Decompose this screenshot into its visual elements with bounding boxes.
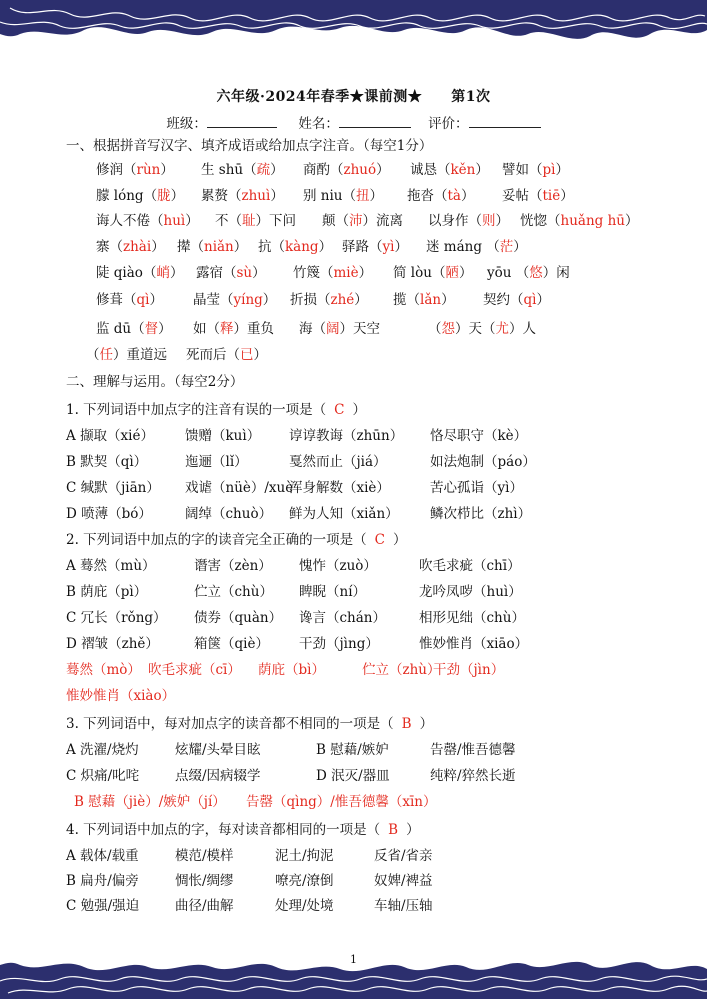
option-item: 惟妙惟肖（xiāo） — [419, 636, 529, 652]
prompt-text: 别 niu — [303, 188, 343, 204]
prompt-text: 恍惚 — [520, 213, 547, 229]
fill-in-item — [201, 187, 284, 205]
fill-in-item — [483, 291, 550, 309]
q2-stem: 2. 下列词语中加点的字的读音完全正确的一项是（ — [66, 532, 367, 548]
prompt-text: 抗 — [258, 239, 272, 255]
prompt-text: 迷 máng — [426, 239, 487, 255]
answer-text: （陋） — [431, 265, 473, 281]
answer-text: （zhé） — [317, 292, 368, 308]
prompt-text: 海 — [299, 321, 313, 337]
option-item: 伫立（chù） — [194, 584, 273, 600]
q1-answer: C — [334, 402, 345, 418]
fill-in-item — [290, 291, 368, 309]
answer-text: （tiē） — [529, 188, 574, 204]
fill-in-item — [177, 238, 247, 256]
top-wave-border — [0, 0, 707, 48]
option-item: 相形见绌（chù） — [419, 610, 525, 626]
prompt-text: 修葺 — [96, 292, 123, 308]
option-item: C 冗长（rǒng） — [66, 610, 167, 626]
option-item: B 荫庇（pì） — [66, 584, 148, 600]
fill-in-item — [520, 212, 638, 230]
q2-answer: C — [374, 532, 386, 548]
fill-in-item — [322, 212, 403, 230]
q2-close: ） — [393, 532, 407, 548]
option-item: C 勉强/强迫 — [66, 898, 140, 914]
option-item: A 洗濯/烧灼 — [66, 742, 139, 758]
section-2-heading: 二、理解与运用。（每空2分） — [66, 374, 244, 390]
prompt-text: 譬如 — [502, 162, 529, 178]
fill-in-item — [96, 264, 183, 282]
answer-text: （rùn） — [123, 162, 174, 178]
option-item: 债券（quàn） — [194, 610, 283, 626]
answer-text: （yì） — [369, 239, 408, 255]
option-item: A 蓦然（mù） — [66, 558, 156, 574]
answer-text: （zhuì） — [228, 188, 284, 204]
option-item: 纯粹/猝然长逝 — [430, 768, 516, 784]
q3-close: ） — [419, 716, 434, 732]
fill-in-item — [96, 187, 184, 205]
option-item: 鳞次栉比（zhì） — [430, 506, 532, 522]
answer-text: （峭） — [142, 265, 184, 281]
option-item: 阔绰（chuò） — [185, 506, 273, 522]
option-item: 炫耀/头晕目眩 — [175, 742, 261, 758]
fill-in-item — [186, 346, 267, 364]
option-item: 馈赠（kuì） — [185, 428, 261, 444]
name-field[interactable] — [339, 114, 411, 128]
fill-in-item — [86, 346, 167, 364]
option-item: 告罄/惟吾德馨 — [430, 742, 516, 758]
prompt-text: 简 lòu — [393, 265, 432, 281]
answer-text: （任） — [86, 347, 127, 363]
fill-in-item — [502, 187, 574, 205]
answer-text: （释） — [206, 321, 247, 337]
fill-in-item — [293, 264, 372, 282]
prompt-text: 陡 qiào — [96, 265, 143, 281]
answer-text: （胧） — [143, 188, 185, 204]
fill-in-item — [487, 264, 570, 282]
page-title: 六年级·2024年春季★课前测★ 第1次 — [216, 89, 491, 105]
correction-item: 吹毛求疵（cī） — [148, 662, 241, 678]
answer-text: （zhài） — [109, 239, 165, 255]
answer-text: （lǎn） — [406, 292, 455, 308]
option-item: 恪尽职守（kè） — [430, 428, 528, 444]
prompt-text: 重道远 — [126, 347, 167, 363]
option-item: 吹毛求疵（chī） — [419, 558, 521, 574]
prompt-text: 死而后 — [186, 347, 227, 363]
score-label: 评价： — [428, 116, 469, 132]
answer-text: （tà） — [434, 188, 475, 204]
option-item: D 褶皱（zhě） — [66, 636, 159, 652]
class-field[interactable] — [207, 114, 277, 128]
prompt-text: 诚恳 — [410, 162, 437, 178]
answer-text: （yíng） — [220, 292, 277, 308]
option-item: 模范/模样 — [175, 848, 234, 864]
prompt-text: 下问 — [269, 213, 296, 229]
fill-in-item — [393, 264, 472, 282]
option-item: 反省/省亲 — [374, 848, 433, 864]
fill-in-item — [428, 320, 536, 338]
fill-in-item — [96, 291, 163, 309]
prompt-text: 折损 — [290, 292, 317, 308]
answer-text: （qì） — [123, 292, 163, 308]
option-item: 惆怅/绸缪 — [175, 873, 234, 889]
q3-correction: B 慰藉（jiè）/嫉妒（jí） 告罄（qìng）/惟吾德馨（xīn） — [74, 794, 437, 810]
answer-text: （qì） — [510, 292, 550, 308]
fill-in-item — [201, 161, 284, 179]
prompt-text: 不 — [215, 213, 229, 229]
answer-text: （扭） — [342, 188, 383, 204]
fill-in-item — [393, 291, 455, 309]
q4-close: ） — [406, 822, 420, 838]
answer-text: （miè） — [320, 265, 373, 281]
answer-text: （pì） — [529, 162, 569, 178]
fill-in-item — [428, 212, 509, 230]
score-field[interactable] — [469, 114, 541, 128]
q1-stem: 1. 下列词语中加点字的注音有误的一项是（ — [66, 402, 327, 418]
section-1-heading: 一、根据拼音写汉字、填齐成语或给加点字注音。（每空1分） — [66, 138, 433, 154]
option-item: 箱箧（qiè） — [194, 636, 269, 652]
answer-text: （悠） — [515, 265, 557, 281]
prompt-text: 监 dū — [96, 321, 132, 337]
option-item: 泥土/拘泥 — [275, 848, 334, 864]
answer-text: （niǎn） — [190, 239, 248, 255]
answer-text: （kàng） — [271, 239, 333, 255]
option-item: 戏谑（nüè）/xuè — [185, 480, 294, 496]
fill-in-item — [303, 161, 390, 179]
answer-text: （尤） — [482, 321, 523, 337]
option-item: D 泯灭/器皿 — [316, 768, 390, 784]
prompt-text: 撵 — [177, 239, 191, 255]
answer-text: （zhuó） — [330, 162, 390, 178]
option-item: A 载体/载重 — [66, 848, 139, 864]
prompt-text: 流离 — [376, 213, 403, 229]
fill-in-item — [502, 161, 569, 179]
option-item: B 默契（qì） — [66, 454, 148, 470]
prompt-text: 妥帖 — [502, 188, 529, 204]
q3-stem-line — [66, 715, 433, 733]
option-item: 谆谆教诲（zhūn） — [289, 428, 404, 444]
prompt-text: 诲人不倦 — [96, 213, 150, 229]
fill-in-item — [407, 187, 474, 205]
option-item: 处理/处境 — [275, 898, 334, 914]
option-item: 戛然而止（jiá） — [289, 454, 387, 470]
prompt-text: 闲 — [556, 265, 570, 281]
correction-item: 伫立（zhù） — [362, 662, 441, 678]
prompt-text: 拖沓 — [407, 188, 434, 204]
answer-text: （sù） — [223, 265, 266, 281]
option-item: 鲜为人知（xiǎn） — [289, 506, 399, 522]
student-info-row — [0, 112, 707, 132]
prompt-text: 晶莹 — [193, 292, 220, 308]
prompt-text: 寨 — [96, 239, 110, 255]
option-item: 谮害（zèn） — [194, 558, 272, 574]
prompt-text: yōu — [487, 265, 516, 281]
prompt-text: 揽 — [393, 292, 407, 308]
option-item: 车轴/压轴 — [374, 898, 433, 914]
prompt-text: 修润 — [96, 162, 123, 178]
option-item: 嘹亮/潦倒 — [275, 873, 334, 889]
answer-text: （huì） — [150, 213, 199, 229]
fill-in-item — [303, 187, 383, 205]
correction-item: 蓦然（mò） — [66, 662, 141, 678]
page-number: 1 — [350, 953, 357, 966]
fill-in-item — [193, 291, 276, 309]
fill-in-item — [193, 320, 274, 338]
answer-text: （沛） — [335, 213, 376, 229]
prompt-text: 生 shū — [201, 162, 244, 178]
q1-stem-line — [66, 401, 366, 419]
correction-item: 干劲（jìn） — [433, 662, 505, 678]
option-item: 如法炮制（páo） — [430, 454, 536, 470]
fill-in-item — [215, 212, 296, 230]
prompt-text: 以身作 — [428, 213, 469, 229]
q4-stem: 4. 下列词语中加点的字，每对读音都相同的一项是（ — [66, 822, 381, 838]
answer-text: （阔） — [312, 321, 353, 337]
prompt-text: 露宿 — [196, 265, 223, 281]
fill-in-item — [258, 238, 332, 256]
option-item: 干劲（jìng） — [299, 636, 379, 652]
option-item: 愧怍（zuò） — [299, 558, 377, 574]
option-item: 浑身解数（xiè） — [289, 480, 390, 496]
option-item: 睥睨（ní） — [299, 584, 367, 600]
prompt-text: 朦 lóng — [96, 188, 144, 204]
prompt-text: 天 — [468, 321, 482, 337]
fill-in-item — [96, 161, 174, 179]
option-item: 曲径/曲解 — [175, 898, 234, 914]
fill-in-item — [299, 320, 380, 338]
q3-answer: B — [401, 716, 412, 732]
class-label: 班级： — [166, 116, 207, 132]
correction-item: 荫庇（bì） — [258, 662, 325, 678]
q4-answer: B — [388, 822, 399, 838]
prompt-text: 颠 — [322, 213, 336, 229]
fill-in-item — [96, 238, 165, 256]
answer-text: （怨） — [428, 321, 469, 337]
option-item: B 扁舟/偏旁 — [66, 873, 139, 889]
prompt-text: 天空 — [353, 321, 380, 337]
option-item: 谗言（chán） — [299, 610, 386, 626]
prompt-text: 如 — [193, 321, 207, 337]
answer-text: （huǎng hū） — [547, 213, 639, 229]
q3-stem: 3. 下列词语中，每对加点字的读音都不相同的一项是（ — [66, 716, 394, 732]
name-label: 姓名： — [298, 116, 339, 132]
answer-text: （耻） — [228, 213, 269, 229]
answer-text: （茫） — [486, 239, 527, 255]
prompt-text: 重负 — [247, 321, 274, 337]
answer-text: （疏） — [243, 162, 284, 178]
q1-close: ） — [352, 402, 367, 418]
fill-in-item — [96, 212, 199, 230]
option-item: 点缀/因病辍学 — [175, 768, 261, 784]
fill-in-item — [410, 161, 489, 179]
fill-in-item — [96, 320, 172, 338]
prompt-text: 累赘 — [201, 188, 228, 204]
prompt-text: 契约 — [483, 292, 510, 308]
option-item: 苦心孤诣（yì） — [430, 480, 523, 496]
fill-in-item — [196, 264, 266, 282]
q2-stem-line — [66, 531, 407, 549]
option-item: C 炽痛/叱咤 — [66, 768, 140, 784]
option-item: B 慰藉/嫉妒 — [316, 742, 389, 758]
option-item: 龙吟凤哕（huì） — [419, 584, 522, 600]
option-item: D 喷薄（bó） — [66, 506, 152, 522]
prompt-text: 人 — [522, 321, 536, 337]
prompt-text: 竹篾 — [293, 265, 320, 281]
correction-item: 惟妙惟肖（xiào） — [66, 688, 176, 704]
answer-text: （kěn） — [437, 162, 489, 178]
answer-text: （已） — [226, 347, 267, 363]
prompt-text: 商酌 — [303, 162, 330, 178]
option-item: 奴婢/裨益 — [374, 873, 433, 889]
answer-text: （则） — [468, 213, 509, 229]
q4-stem-line — [66, 821, 420, 839]
option-item: A 撷取（xié） — [66, 428, 154, 444]
option-item: 迤逦（lǐ） — [185, 454, 248, 470]
answer-text: （督） — [131, 321, 172, 337]
fill-in-item — [426, 238, 527, 256]
prompt-text: 驿路 — [342, 239, 369, 255]
option-item: C 缄默（jiān） — [66, 480, 160, 496]
fill-in-item — [342, 238, 408, 256]
